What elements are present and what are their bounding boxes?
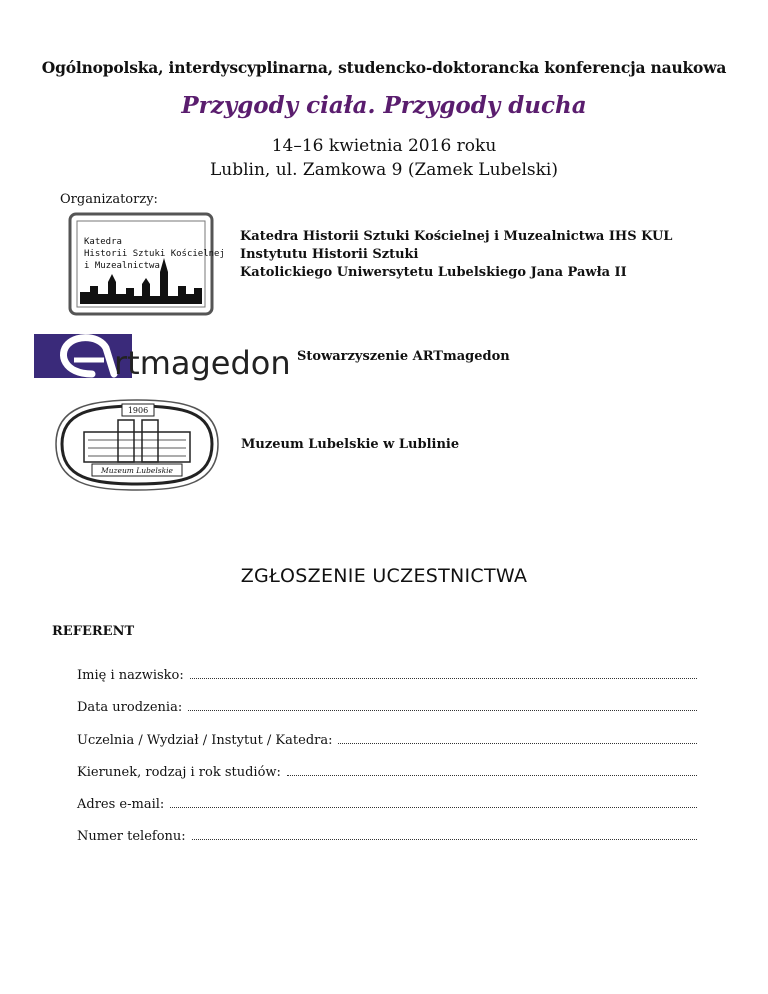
- organizers-label: Organizatorzy:: [60, 192, 158, 207]
- field-university[interactable]: [77, 733, 697, 748]
- conference-subtitle: Ogólnopolska, interdyscyplinarna, studencko-doktorancka konferencja naukowa: [41, 58, 727, 77]
- katedra-logo-line-3: i Muzealnictwa: [84, 261, 160, 271]
- conference-title: Przygody ciała. Przygody ducha: [181, 92, 587, 119]
- organizer-3-name: Muzeum Lubelskie w Lublinie: [241, 437, 460, 452]
- field-label: Uczelnia / Wydział / Instytut / Katedra:: [77, 733, 333, 748]
- muzeum-logo: [52, 396, 222, 494]
- organizer-1-line-2: Instytutu Historii Sztuki: [240, 247, 419, 262]
- field-label: Adres e-mail:: [77, 797, 165, 812]
- artmagedon-logo: [34, 328, 291, 384]
- muzeum-logo-year: 1906: [127, 406, 149, 415]
- conference-dates: 14–16 kwietnia 2016 roku: [271, 136, 497, 156]
- section-label-referent: REFERENT: [52, 624, 135, 639]
- fill-line[interactable]: [192, 829, 697, 840]
- katedra-logo-line-2: Historii Sztuki Kościelnej: [84, 249, 225, 259]
- field-full-name[interactable]: [77, 668, 697, 683]
- fill-line[interactable]: [170, 797, 697, 808]
- organizer-1-line-3: Katolickiego Uniwersytetu Lubelskiego Jana Pawła II: [240, 265, 627, 280]
- form-title: ZGŁOSZENIE UCZESTNICTWA: [240, 565, 528, 587]
- conference-place: Lublin, ul. Zamkowa 9 (Zamek Lubelski): [209, 160, 559, 180]
- organizer-2-name: Stowarzyszenie ARTmagedon: [297, 349, 510, 364]
- field-label: Numer telefonu:: [77, 829, 186, 844]
- field-birth-date[interactable]: [77, 700, 697, 715]
- katedra-logo: [68, 212, 225, 316]
- field-email[interactable]: [77, 797, 697, 812]
- organizer-1-line-1: Katedra Historii Sztuki Kościelnej i Muzealnictwa IHS KUL: [240, 229, 673, 244]
- fill-line[interactable]: [338, 733, 697, 744]
- artmagedon-logo-text: rtmagedon: [114, 344, 291, 382]
- field-study-program[interactable]: [77, 765, 697, 780]
- field-label: Kierunek, rodzaj i rok studiów:: [77, 765, 281, 780]
- katedra-logo-line-1: Katedra: [84, 237, 122, 247]
- field-label: Data urodzenia:: [77, 700, 183, 715]
- field-phone[interactable]: [77, 829, 697, 844]
- muzeum-logo-text: Muzeum Lubelskie: [101, 466, 173, 475]
- fill-line[interactable]: [190, 668, 697, 679]
- fill-line[interactable]: [188, 700, 697, 711]
- organizer-1-text: [240, 228, 672, 282]
- fill-line[interactable]: [287, 765, 697, 776]
- field-label: Imię i nazwisko:: [77, 668, 184, 683]
